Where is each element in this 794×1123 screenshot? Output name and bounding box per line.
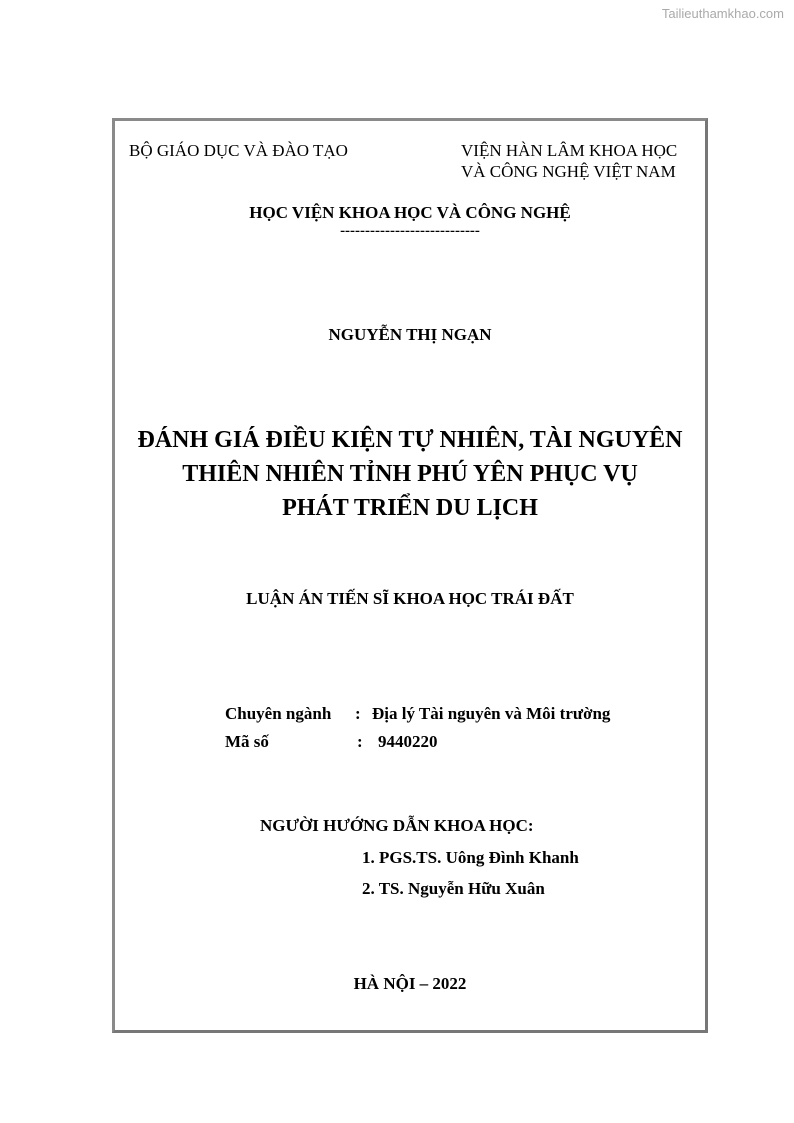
specialty-label: Chuyên ngành: [225, 704, 332, 723]
place-year: HÀ NỘI – 2022: [353, 974, 467, 993]
ministry-name: BỘ GIÁO DỤC VÀ ĐÀO TẠO: [129, 141, 348, 160]
academy-name-line2: VÀ CÔNG NGHỆ VIỆT NAM: [461, 162, 676, 181]
degree-type: LUẬN ÁN TIẾN SĨ KHOA HỌC TRÁI ĐẤT: [246, 589, 574, 608]
watermark: Tailieuthamkhao.com: [661, 6, 784, 21]
institute-name: HỌC VIỆN KHOA HỌC VÀ CÔNG NGHỆ: [249, 203, 571, 222]
author-name: NGUYỄN THỊ NGẠN: [328, 325, 492, 344]
thesis-title-line1: ĐÁNH GIÁ ĐIỀU KIỆN TỰ NHIÊN, TÀI NGUYÊN: [137, 427, 683, 453]
specialty-value: Địa lý Tài nguyên và Môi trường: [372, 704, 611, 723]
advisor-2: 2. TS. Nguyễn Hữu Xuân: [362, 879, 545, 898]
academy-name-line1: VIỆN HÀN LÂM KHOA HỌC: [461, 141, 678, 160]
code-label: Mã số: [225, 732, 269, 751]
thesis-title-line3: PHÁT TRIỂN DU LỊCH: [282, 495, 538, 521]
thesis-title-line2: THIÊN NHIÊN TỈNH PHÚ YÊN PHỤC VỤ: [182, 461, 638, 487]
advisor-1: 1. PGS.TS. Uông Đình Khanh: [362, 848, 579, 867]
page-border: [112, 118, 708, 1033]
code-sep: :: [357, 732, 363, 751]
code-value: 9440220: [378, 732, 438, 751]
divider: ----------------------------: [340, 223, 480, 239]
specialty-sep: :: [355, 704, 361, 723]
advisors-heading: NGƯỜI HƯỚNG DẪN KHOA HỌC:: [260, 816, 534, 835]
